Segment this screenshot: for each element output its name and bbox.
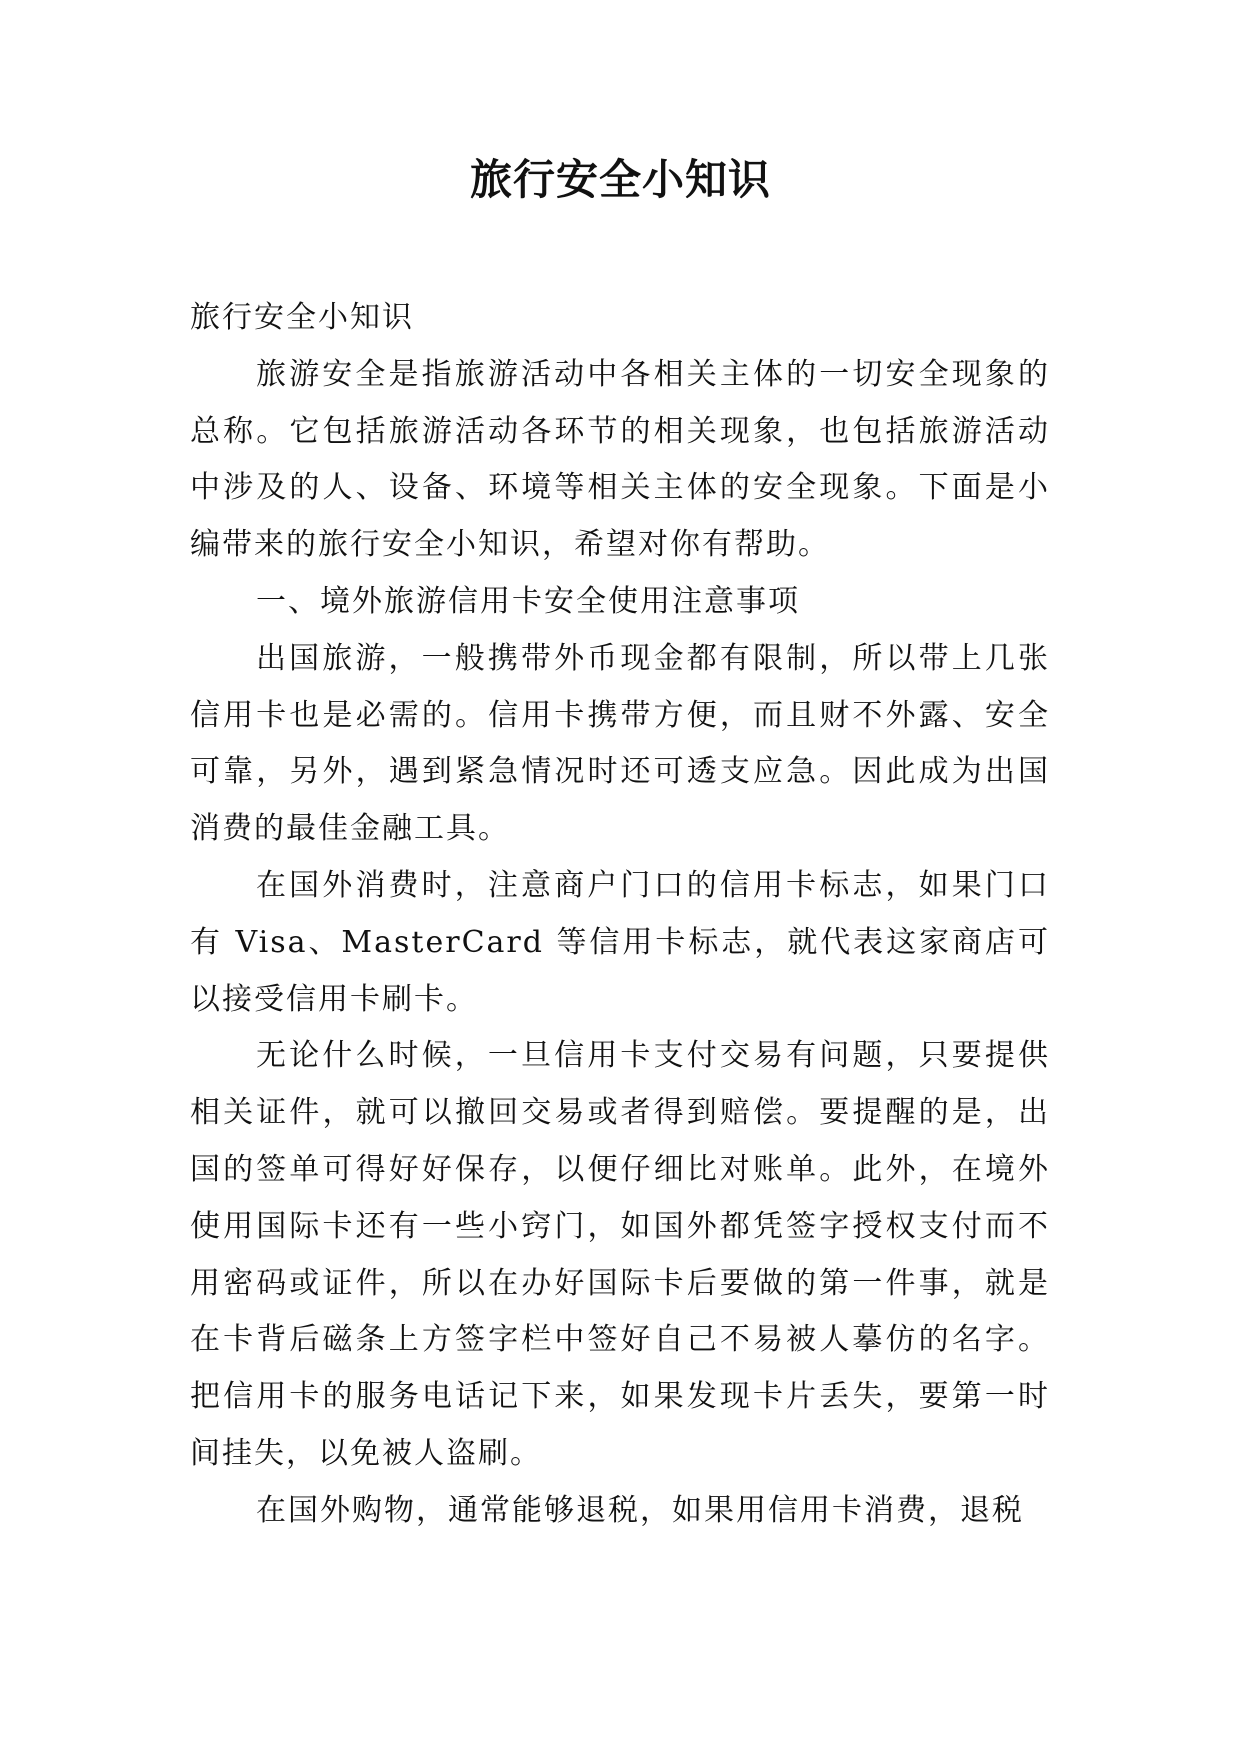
paragraph-cash-limits: 出国旅游，一般携带外币现金都有限制，所以带上几张信用卡也是必需的。信用卡携带方便，而且财不外露、安全可靠，另外，遇到紧急情况时还可透支应急。因此成为出国消费的最佳金融工具。 xyxy=(190,640,1050,847)
paragraph-disputes: 无论什么时候，一旦信用卡支付交易有问题，只要提供相关证件，就可以撤回交易或者得到赔偿。要提醒的是，出国的签单可得好好保存，以便仔细比对账单。此外，在境外使用国际卡还有一些小窍门，如国外都凭签字授权支付而不用密码或证件，所以在办好国际卡后要做的第一件事，就是在卡背后磁条上方签字栏中签好自己不易被人摹仿的名字。把信用卡的服务电话记下来，如果发现卡片丢失，要第一时间挂失，以免被人盗刷。 xyxy=(190,1038,1050,1471)
document-subtitle: 旅行安全小知识 xyxy=(190,300,414,335)
paragraph-tax-refund: 在国外购物，通常能够退税，如果用信用卡消费，退税 xyxy=(256,1492,1024,1528)
paragraph-intro: 旅游安全是指旅游活动中各相关主体的一切安全现象的总称。它包括旅游活动各环节的相关现象，也包括旅游活动中涉及的人、设备、环境等相关主体的安全现象。下面是小编带来的旅行安全小知识，希望对你有帮助。 xyxy=(190,356,1050,563)
document-title: 旅行安全小知识 xyxy=(469,155,771,204)
document-body xyxy=(190,290,1050,1540)
paragraph-card-logos: 在国外消费时，注意商户门口的信用卡标志，如果门口有 Visa、MasterCard 等信用卡标志，就代表这家商店可以接受信用卡刷卡。 xyxy=(190,867,1050,1017)
section-heading: 一、境外旅游信用卡安全使用注意事项 xyxy=(256,583,800,619)
